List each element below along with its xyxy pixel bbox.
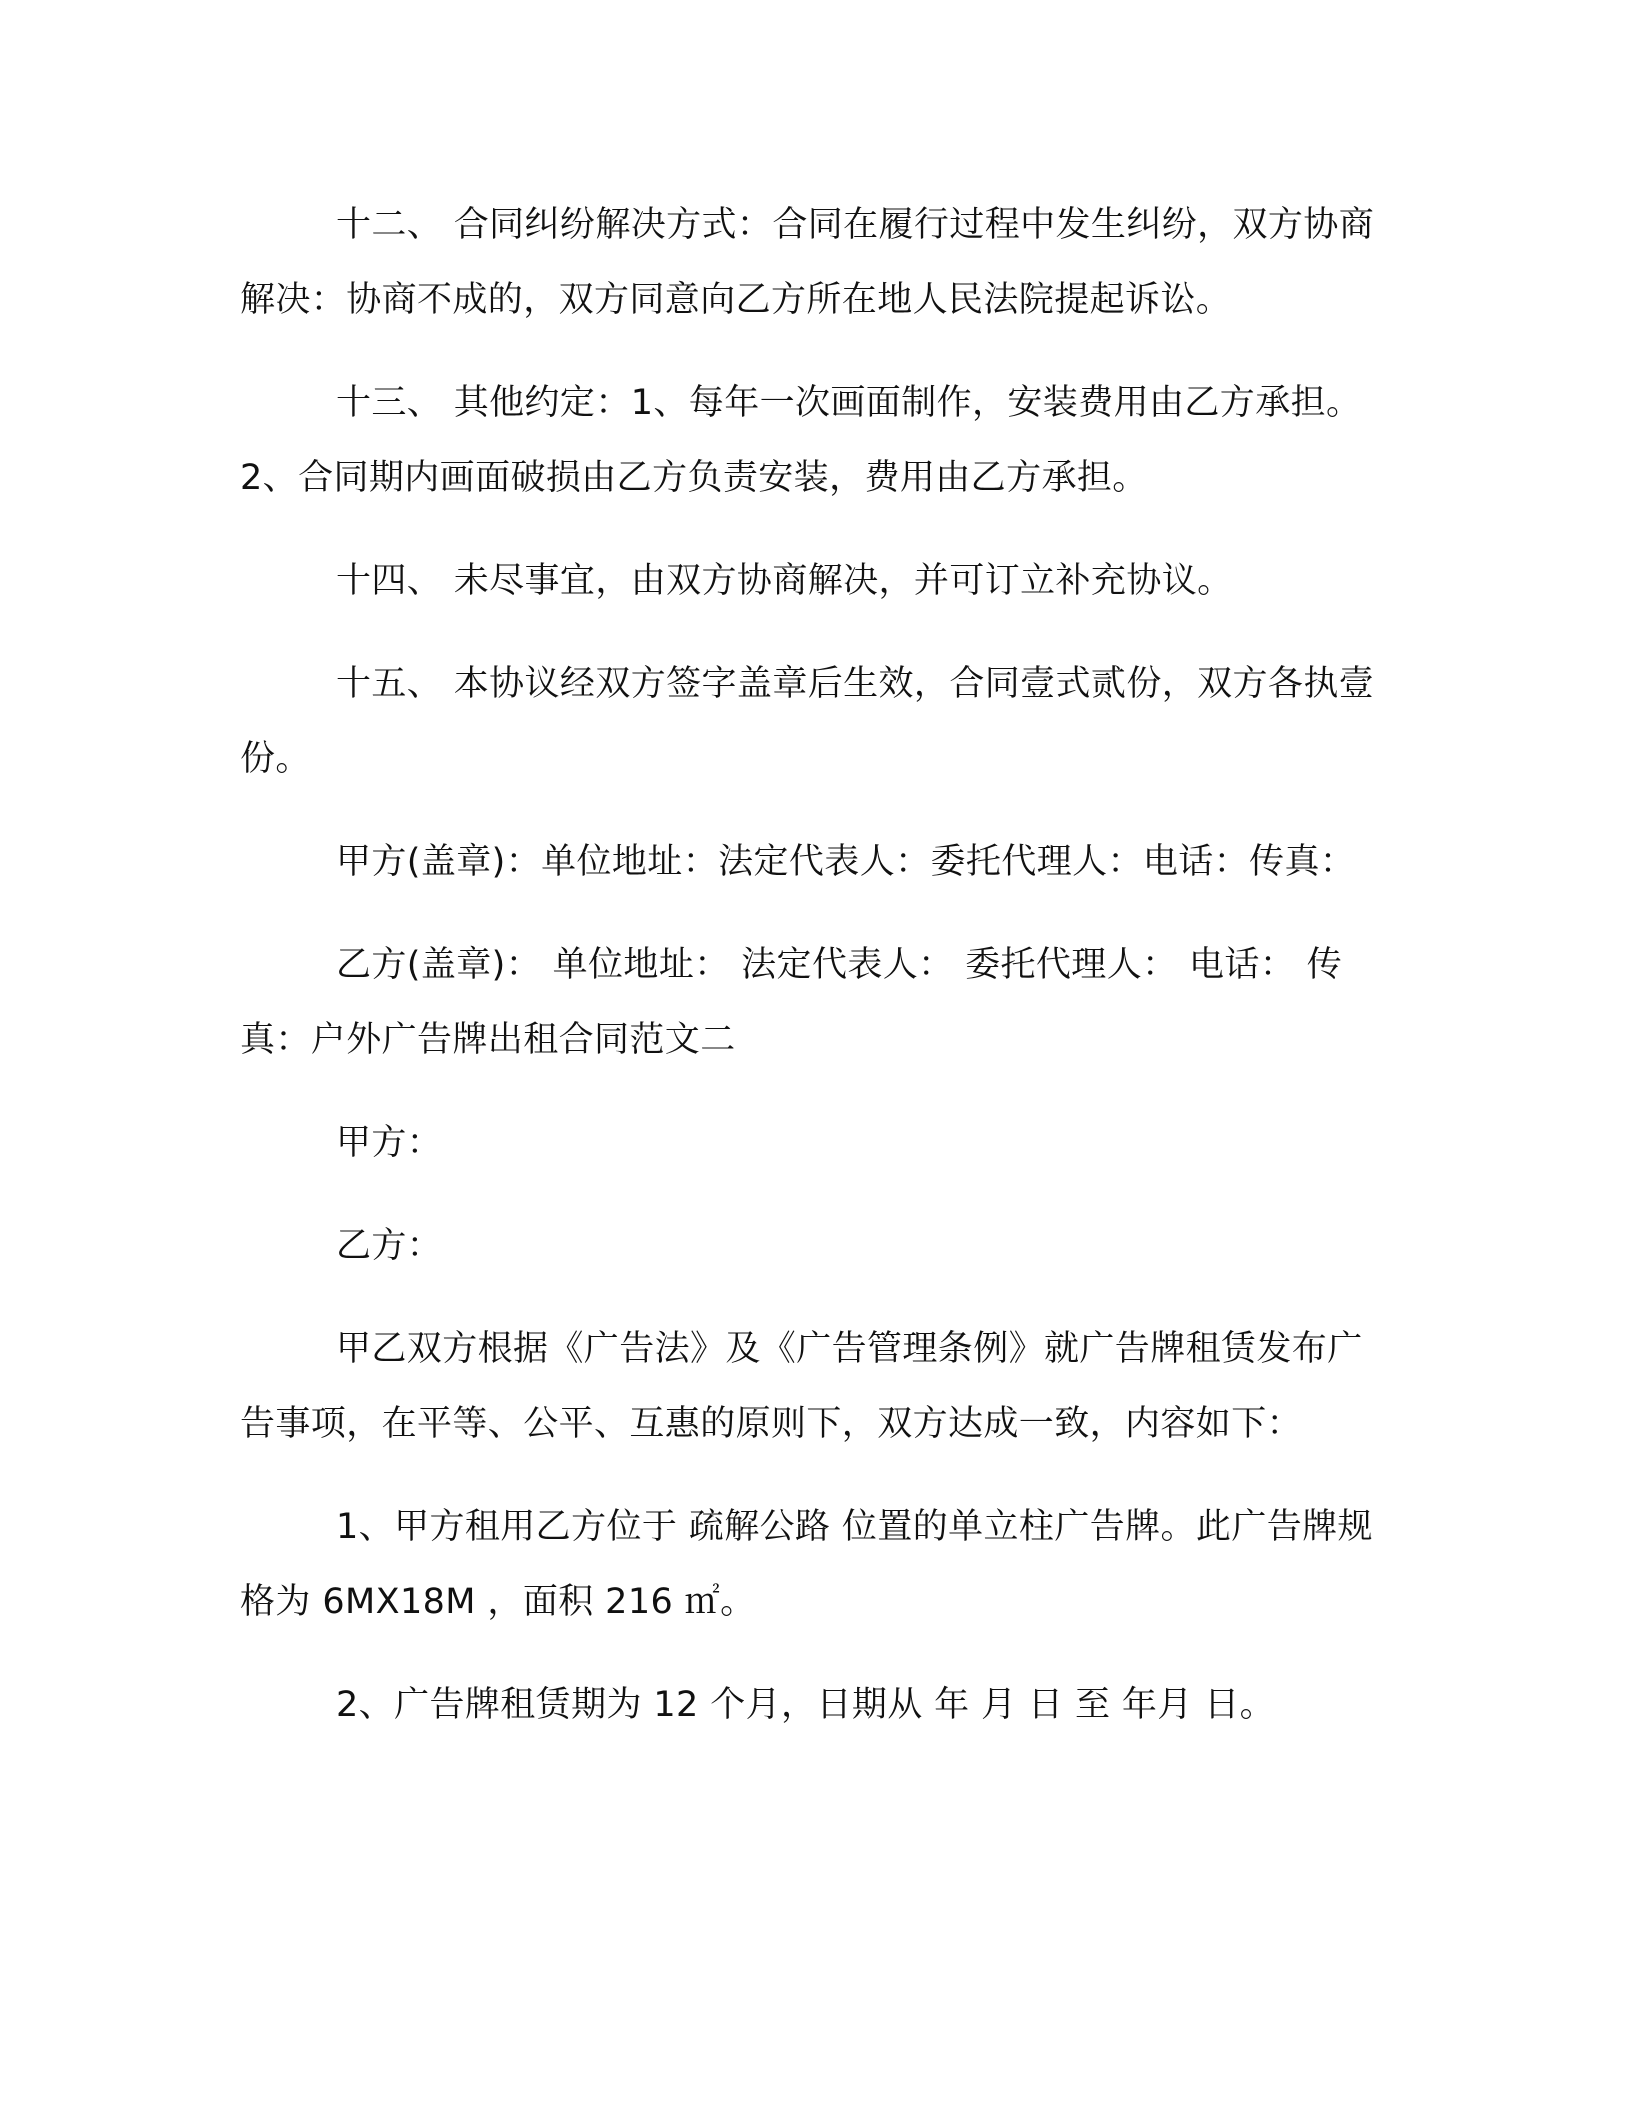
clause-14-unresolved-matters: 十四、 未尽事宜，由双方协商解决，并可订立补充协议。	[336, 561, 1233, 601]
item-1-billboard-location: 1、甲方租用乙方位于 疏解公路 位置的单立柱广告牌。此广告牌规格为 6MX18M ，面积 216 ㎡。	[240, 1507, 1373, 1622]
clause-13-other-agreements: 十三、 其他约定：1、每年一次画面制作，安装费用由乙方承担。2、合同期内画面破损由乙方负责安装，费用由乙方承担。	[240, 383, 1362, 498]
clause-15-effectiveness: 十五、 本协议经双方签字盖章后生效，合同壹式贰份，双方各执壹份。	[240, 664, 1375, 779]
party-b-line: 乙方：	[336, 1226, 443, 1266]
clause-12-dispute-resolution: 十二、 合同纠纷解决方式：合同在履行过程中发生纠纷，双方协商解决：协商不成的，双方同意向乙方所在地人民法院提起诉讼。	[240, 205, 1375, 320]
document-body	[240, 188, 1390, 1771]
preamble: 甲乙双方根据《广告法》及《广告管理条例》就广告牌租赁发布广告事项，在平等、公平、互惠的原则下，双方达成一致，内容如下：	[240, 1329, 1363, 1444]
party-a-line: 甲方：	[336, 1123, 443, 1163]
item-2-lease-term: 2、广告牌租赁期为 12 个月，日期从 年 月 日 至 年月 日。	[336, 1685, 1276, 1725]
party-a-signature-block: 甲方(盖章)：单位地址：法定代表人：委托代理人：电话：传真：	[336, 842, 1356, 882]
party-b-signature-block: 乙方(盖章)： 单位地址： 法定代表人： 委托代理人： 电话： 传真：户外广告牌出租合同范文二	[240, 945, 1343, 1060]
